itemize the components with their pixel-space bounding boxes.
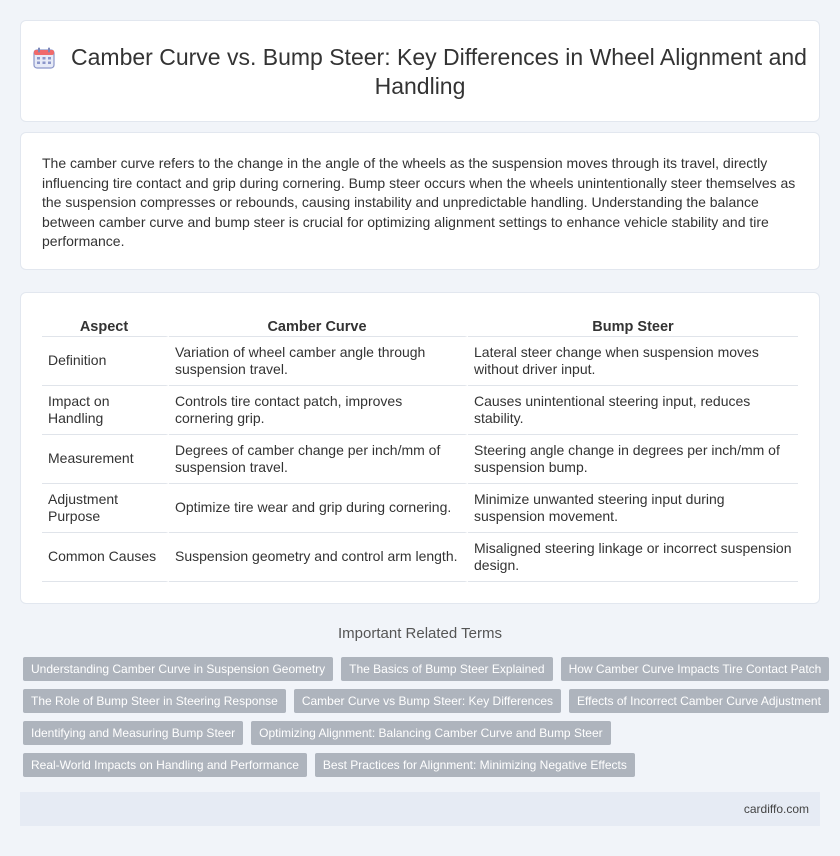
related-term-tag[interactable]: The Basics of Bump Steer Explained (341, 657, 552, 681)
tag-row (23, 657, 823, 681)
table-cell-bump-steer: Misaligned steering linkage or incorrect suspension design. (468, 533, 798, 582)
table-row (42, 386, 798, 435)
table-cell-aspect: Adjustment Purpose (42, 484, 169, 533)
comparison-table-card (20, 292, 820, 604)
related-term-tag[interactable]: Identifying and Measuring Bump Steer (23, 721, 243, 745)
tag-row (23, 753, 823, 777)
table-cell-bump-steer: Causes unintentional steering input, reduces stability. (468, 386, 798, 435)
column-header-aspect: Aspect (42, 316, 169, 337)
table-cell-aspect: Measurement (42, 435, 169, 484)
table-cell-aspect: Definition (42, 337, 169, 386)
table-cell-camber-curve: Controls tire contact patch, improves cornering grip. (169, 386, 468, 435)
table-cell-aspect: Common Causes (42, 533, 169, 582)
table-cell-camber-curve: Suspension geometry and control arm length. (169, 533, 468, 582)
footer-site-link[interactable]: cardiffo.com (743, 802, 809, 816)
table-cell-bump-steer: Lateral steer change when suspension moves without driver input. (468, 337, 798, 386)
related-terms-heading: Important Related Terms (338, 625, 502, 642)
footer (20, 792, 820, 826)
intro-card (20, 132, 820, 270)
calendar-icon (33, 47, 55, 69)
table-row (42, 484, 798, 533)
related-term-tag[interactable]: Camber Curve vs Bump Steer: Key Differences (294, 689, 561, 713)
column-header-bump-steer: Bump Steer (468, 316, 798, 337)
table-cell-bump-steer: Minimize unwanted steering input during suspension movement. (468, 484, 798, 533)
intro-paragraph: The camber curve refers to the change in the angle of the wheels as the suspension moves through its travel, directly influencing tire contact and grip during cornering. Bump steer occurs when the wheels unintentionally steer themselves as the suspension compresses or rebounds, causing instability and unpredictable handling. Understanding the balance between camber curve and bump steer is crucial for optimizing alignment settings to enhance vehicle stability and tire performance. (42, 155, 796, 250)
table-header-row (42, 316, 798, 337)
table-cell-camber-curve: Degrees of camber change per inch/mm of suspension travel. (169, 435, 468, 484)
tag-row (23, 689, 823, 713)
title-card (20, 20, 820, 122)
page-title: Camber Curve vs. Bump Steer: Key Differences in Wheel Alignment and Handling (71, 44, 807, 99)
table-cell-aspect: Impact on Handling (42, 386, 169, 435)
related-term-tag[interactable]: Effects of Incorrect Camber Curve Adjustment (569, 689, 829, 713)
table-row (42, 435, 798, 484)
table-cell-camber-curve: Optimize tire wear and grip during cornering. (169, 484, 468, 533)
comparison-table (42, 316, 798, 582)
table-cell-bump-steer: Steering angle change in degrees per inch/mm of suspension bump. (468, 435, 798, 484)
table-row (42, 533, 798, 582)
related-term-tag[interactable]: Real-World Impacts on Handling and Performance (23, 753, 307, 777)
related-term-tag[interactable]: How Camber Curve Impacts Tire Contact Patch (561, 657, 830, 681)
table-row (42, 337, 798, 386)
column-header-camber-curve: Camber Curve (169, 316, 468, 337)
table-cell-camber-curve: Variation of wheel camber angle through suspension travel. (169, 337, 468, 386)
tag-row (23, 721, 823, 745)
related-terms-list (23, 657, 823, 785)
related-term-tag[interactable]: Best Practices for Alignment: Minimizing Negative Effects (315, 753, 635, 777)
page-title-wrap (21, 43, 819, 101)
related-term-tag[interactable]: Optimizing Alignment: Balancing Camber Curve and Bump Steer (251, 721, 611, 745)
related-term-tag[interactable]: The Role of Bump Steer in Steering Response (23, 689, 286, 713)
related-term-tag[interactable]: Understanding Camber Curve in Suspension Geometry (23, 657, 333, 681)
